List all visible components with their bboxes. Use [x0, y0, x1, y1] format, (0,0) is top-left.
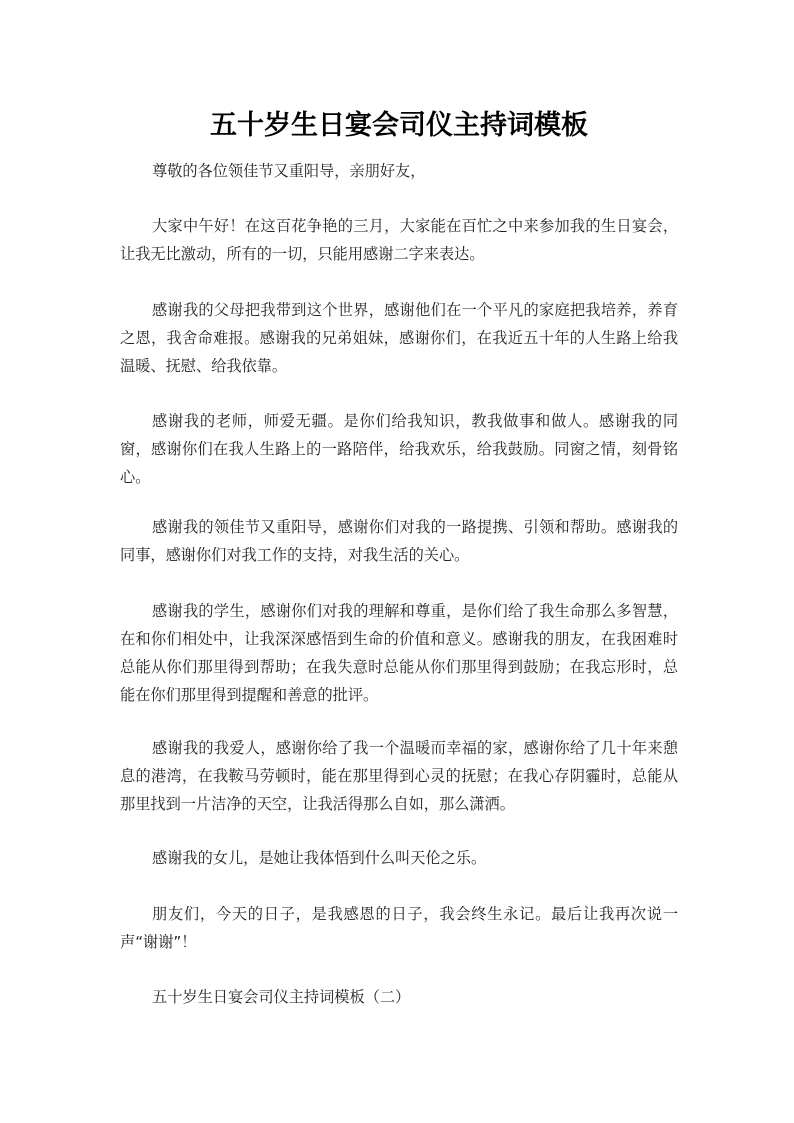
paragraph-greeting: 尊敬的各位领佳节又重阳导，亲朋好友， — [152, 162, 426, 180]
paragraph-daughter: 感谢我的女儿，是她让我体悟到什么叫天伦之乐。 — [152, 849, 487, 867]
paragraph-closing: 朋友们，今天的日子，是我感恩的日子，我会终生永记。最后让我再次说一声“谢谢”！ — [120, 905, 678, 951]
paragraph-leaders: 感谢我的领佳节又重阳导，感谢你们对我的一路提携、引领和帮助。感谢我的同事，感谢你们对我工作的支持，对我生活的关心。 — [120, 518, 678, 564]
paragraph-parents: 感谢我的父母把我带到这个世界，感谢他们在一个平凡的家庭把我培养，养育之恩，我舍命难报。感谢我的兄弟姐妹，感谢你们，在我近五十年的人生路上给我温暖、抚慰、给我依靠。 — [120, 301, 678, 375]
paragraph-teachers: 感谢我的老师，师爱无疆。是你们给我知识，教我做事和做人。感谢我的同窗，感谢你们在我人生路上的一路陪伴，给我欢乐，给我鼓励。同窗之情，刻骨铭心。 — [120, 412, 678, 486]
paragraph-opening: 大家中午好！在这百花争艳的三月，大家能在百忙之中来参加我的生日宴会，让我无比激动，所有的一切，只能用感谢二字来表达。 — [120, 217, 678, 263]
document-title: 五十岁生日宴会司仪主持词模板 — [210, 110, 588, 141]
section-heading-two: 五十岁生日宴会司仪主持词模板（二） — [152, 988, 411, 1006]
paragraph-spouse: 感谢我的我爱人，感谢你给了我一个温暖而幸福的家，感谢你给了几十年来憩息的港湾，在我鞍马劳顿时，能在那里得到心灵的抚慰；在我心存阴霾时，总能从那里找到一片洁净的天空，让我活得那么自如，那么潇洒。 — [120, 739, 678, 813]
paragraph-students: 感谢我的学生，感谢你们对我的理解和尊重，是你们给了我生命那么多智慧，在和你们相处中，让我深深感悟到生命的价值和意义。感谢我的朋友，在我困难时总能从你们那里得到帮助；在我失意时总能从你们那里得到鼓励；在我忘形时，总能在你们那里得到提醒和善意的批评。 — [120, 602, 678, 704]
